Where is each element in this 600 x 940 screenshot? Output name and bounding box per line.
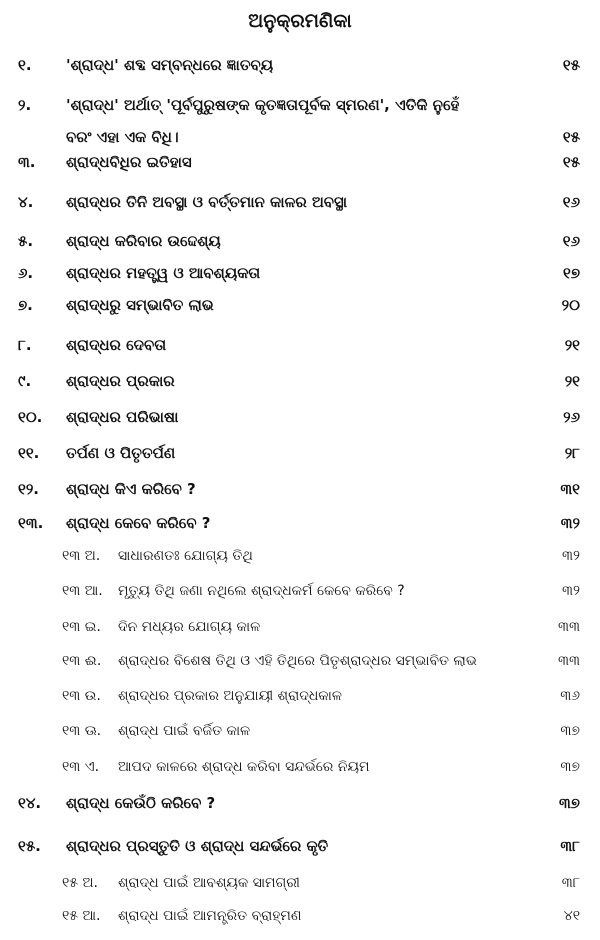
page-number: ୧୬ bbox=[562, 232, 580, 250]
toc-subentry bbox=[0, 754, 600, 780]
entry-number: ୧୫ ଅ. bbox=[62, 875, 98, 891]
entry-title: ଶ୍ରାଦ୍ଧର ପ୍ରକାର bbox=[66, 372, 175, 390]
toc-subentry bbox=[0, 870, 600, 896]
toc-subentry bbox=[0, 578, 600, 604]
entry-number: ୭. bbox=[18, 296, 33, 314]
toc-entry bbox=[0, 368, 600, 394]
toc-entry bbox=[0, 149, 600, 175]
page-number: ୨୦ bbox=[561, 296, 580, 314]
page-number: ୩୭ bbox=[560, 723, 580, 739]
toc-entry bbox=[0, 404, 600, 430]
toc-entry bbox=[0, 790, 600, 816]
toc-entry-continuation bbox=[0, 124, 600, 150]
entry-number: ୯. bbox=[18, 372, 32, 390]
page-number: ୩୧ bbox=[560, 480, 580, 498]
entry-title: ଶ୍ରାଦ୍ଧ କେଉଁଠି କରିବେ ? bbox=[66, 794, 216, 812]
entry-title: ଶ୍ରାଦ୍ଧ କିଏ କରିବେ ? bbox=[66, 480, 196, 498]
entry-number: ୧୩ ଏ. bbox=[62, 759, 100, 775]
entry-title: ଶ୍ରାଦ୍ଧର ଦେବତା bbox=[66, 336, 167, 354]
entry-number: ୮. bbox=[18, 336, 32, 354]
page-number: ୧୫ bbox=[562, 128, 580, 146]
entry-title: ଶ୍ରାଦ୍ଧବିଧିର ଇତିହାସ bbox=[66, 153, 192, 171]
entry-title: ଆପଦ କାଳରେ ଶ୍ରାଦ୍ଧ କରିବା ସନ୍ଦର୍ଭରେ ନିୟମ bbox=[118, 759, 370, 775]
entry-title: ଶ୍ରାଦ୍ଧର ପରିଭାଷା bbox=[66, 408, 179, 426]
page-number: ୧୫ bbox=[562, 56, 580, 74]
entry-number: ୧. bbox=[18, 56, 32, 74]
entry-title: ଶ୍ରାଦ୍ଧ ପାଇଁ ଆମନ୍ତ୍ରିତ ବ୍ରାହ୍ମଣ bbox=[118, 908, 302, 924]
page-number: ୩୩ bbox=[557, 653, 580, 669]
entry-title: ଶ୍ରାଦ୍ଧ କରିବାର ଉଦ୍ଦେଶ୍ୟ bbox=[66, 232, 221, 250]
page-number: ୧୭ bbox=[563, 264, 580, 282]
toc-subentry bbox=[0, 543, 600, 569]
toc-entry bbox=[0, 228, 600, 254]
page-number: ୨୬ bbox=[563, 408, 580, 426]
entry-number: ୧୩. bbox=[18, 514, 44, 532]
entry-number: ୧୩ ଇ. bbox=[62, 619, 101, 635]
entry-number: ୧୩ ଈ. bbox=[62, 653, 102, 669]
toc-subentry bbox=[0, 648, 600, 674]
toc-entry bbox=[0, 510, 600, 536]
toc-subentry bbox=[0, 903, 600, 929]
page-number: ୩୨ bbox=[562, 583, 580, 599]
page-number: ୩୭ bbox=[560, 759, 580, 775]
entry-number: ୧୩ ଊ. bbox=[62, 723, 102, 739]
entry-title: 'ଶ୍ରାଦ୍ଧ' ଶବ୍ଦ ସମ୍ବନ୍ଧରେ ଜ୍ଞାତବ୍ୟ bbox=[66, 56, 274, 74]
page-number: ୩୨ bbox=[562, 548, 580, 564]
entry-title: ଶ୍ରାଦ୍ଧରୁ ସମ୍ଭାବିତ ଲାଭ bbox=[66, 296, 214, 314]
entry-number: ୪. bbox=[18, 193, 34, 211]
entry-title: ଶ୍ରାଦ୍ଧର ପ୍ରସ୍ତୁତି ଓ ଶ୍ରାଦ୍ଧ ସନ୍ଦର୍ଭରେ କୃତି bbox=[66, 837, 329, 855]
entry-number: ୧୫ ଆ. bbox=[62, 908, 101, 924]
entry-title: ତର୍ପଣ ଓ ପିତୃତର୍ପଣ bbox=[66, 444, 176, 462]
entry-number: ୧୪. bbox=[18, 794, 42, 812]
page-number: ୧୬ bbox=[562, 193, 580, 211]
entry-title: ଶ୍ରାଦ୍ଧର ପ୍ରକାର ଅନୁଯାୟୀ ଶ୍ରାଦ୍ଧକାଳ bbox=[118, 688, 342, 704]
entry-title: ସାଧାରଣତଃ ଯୋଗ୍ୟ ତିଥି bbox=[118, 548, 253, 564]
toc-entry bbox=[0, 440, 600, 466]
toc-entry bbox=[0, 52, 600, 78]
toc-subentry bbox=[0, 683, 600, 709]
page-number: ୩୮ bbox=[561, 875, 580, 891]
page-number: ୩୮ bbox=[560, 837, 580, 855]
page-number: ୨୧ bbox=[564, 336, 580, 354]
entry-number: ୧୨. bbox=[18, 480, 39, 498]
entry-number: ୬. bbox=[18, 264, 34, 282]
toc-entry bbox=[0, 833, 600, 859]
toc-entry bbox=[0, 332, 600, 358]
page-number: ୨୧ bbox=[564, 372, 580, 390]
page-number: ୩୭ bbox=[559, 794, 580, 812]
entry-number: ୩. bbox=[18, 153, 36, 171]
entry-title: ଶ୍ରାଦ୍ଧର ବିଶେଷ ତିଥି ଓ ଏହି ତିଥିରେ ପିତୃଶ୍ରାଦ୍ଧର ସମ୍ଭାବିତ ଲାଭ bbox=[118, 653, 477, 669]
entry-title: ଶ୍ରାଦ୍ଧର ତିନି ଅବସ୍ଥା ଓ ବର୍ତ୍ତମାନ କାଳର ଅବସ୍ଥା bbox=[66, 193, 348, 211]
entry-number: ୧୧. bbox=[18, 444, 40, 462]
entry-number: ୧୩ ଅ. bbox=[62, 548, 101, 564]
page-number: ୧୫ bbox=[562, 153, 580, 171]
page-number: ୩୨ bbox=[560, 514, 580, 532]
page-number: ୩୬ bbox=[560, 688, 580, 704]
entry-number: ୨. bbox=[18, 96, 32, 114]
entry-title-continuation: ବରଂ ଏହା ଏକ ବିଧି। bbox=[66, 128, 179, 146]
entry-number: ୫. bbox=[18, 232, 34, 250]
entry-title: ଶ୍ରାଦ୍ଧର ମହତ୍ତ୍ୱ ଓ ଆବଶ୍ୟକତା bbox=[66, 264, 261, 282]
entry-title: ଶ୍ରାଦ୍ଧ ପାଇଁ ଆବଶ୍ୟକ ସାମଗ୍ରୀ bbox=[118, 875, 300, 891]
entry-number: ୧୩ ଆ. bbox=[62, 583, 103, 599]
entry-number: ୧୦. bbox=[18, 408, 43, 426]
entry-number: ୧୩ ଉ. bbox=[62, 688, 101, 704]
toc-entry bbox=[0, 260, 600, 286]
entry-title: ଶ୍ରାଦ୍ଧ କେବେ କରିବେ ? bbox=[66, 514, 211, 532]
entry-number: ୧୫. bbox=[18, 837, 41, 855]
toc-entry bbox=[0, 189, 600, 215]
toc-subentry bbox=[0, 614, 600, 640]
toc-entry bbox=[0, 476, 600, 502]
page-number: ୨୮ bbox=[564, 444, 580, 462]
toc-subentry bbox=[0, 718, 600, 744]
toc-entry bbox=[0, 92, 600, 118]
page-title: ଅନୁକ୍ରମଣିକା bbox=[248, 10, 352, 32]
entry-title: ଶ୍ରାଦ୍ଧ ପାଇଁ ବର୍ଜିତ କାଳ bbox=[118, 723, 251, 739]
page-number: ୩୩ bbox=[557, 619, 580, 635]
toc-entry bbox=[0, 292, 600, 318]
entry-title: 'ଶ୍ରାଦ୍ଧ' ଅର୍ଥାତ୍ 'ପୂର୍ବପୁରୁଷଙ୍କ କୃତଜ୍ଞତାପୂର୍ବକ ସ୍ମରଣ', ଏତିକି ନୁହେଁ bbox=[66, 96, 460, 114]
entry-title: ଦିନ ମଧ୍ୟର ଯୋଗ୍ୟ କାଳ bbox=[118, 619, 261, 635]
entry-title: ମୃତ୍ୟୁ ତିଥି ଜଣା ନଥିଲେ ଶ୍ରାଦ୍ଧକର୍ମ କେବେ କରିବେ ? bbox=[118, 583, 405, 599]
page-number: ୪୧ bbox=[563, 908, 580, 924]
